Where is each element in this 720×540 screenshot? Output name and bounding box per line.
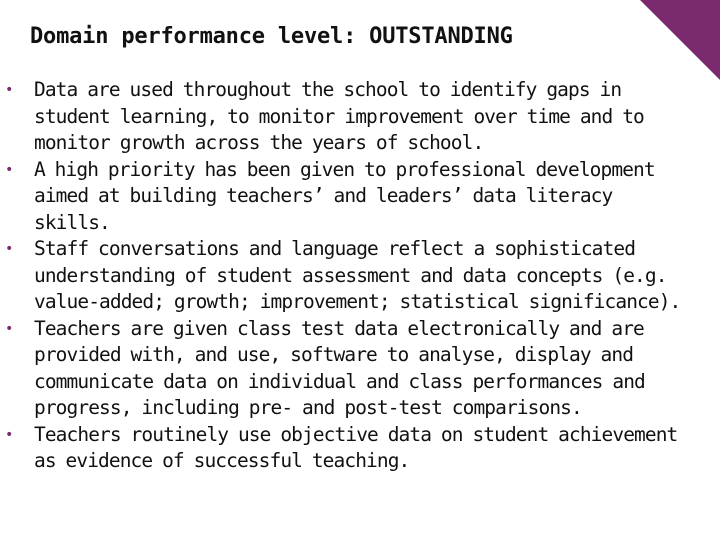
bullet-text: Data are used throughout the school to identify gaps in student learning, to monitor improvement over time and to monitor growth across the years of school. xyxy=(34,78,644,154)
slide-title: Domain performance level: OUTSTANDING xyxy=(30,24,513,49)
bullet-icon: • xyxy=(5,161,14,178)
bullet-text: Staff conversations and language reflect a sophisticated understanding of student assessment and data concepts (e.g. value-added; growth; improvement; statistical significance). xyxy=(34,237,681,313)
bullet-item xyxy=(0,422,720,475)
bullet-item xyxy=(0,236,720,316)
bullet-icon: • xyxy=(5,241,14,257)
bullet-icon: • xyxy=(5,320,14,337)
bullet-item xyxy=(0,77,720,157)
bullet-text: Teachers routinely use objective data on student achievement as evidence of successful teaching. xyxy=(34,422,678,472)
bullet-list xyxy=(0,77,720,475)
bullet-item xyxy=(0,316,720,422)
bullet-icon: • xyxy=(5,82,14,98)
bullet-text: Teachers are given class test data electronically and are provided with, and use, software to analyse, display and communicate data on individual and class performances and progress, including pre- and post-test comparisons. xyxy=(34,316,645,419)
bullet-icon: • xyxy=(5,426,14,443)
bullet-item xyxy=(0,157,720,237)
corner-triangle-decoration xyxy=(640,0,720,80)
bullet-text: A high priority has been given to professional development aimed at building teachers’ and leaders’ data literacy skills. xyxy=(34,157,655,234)
